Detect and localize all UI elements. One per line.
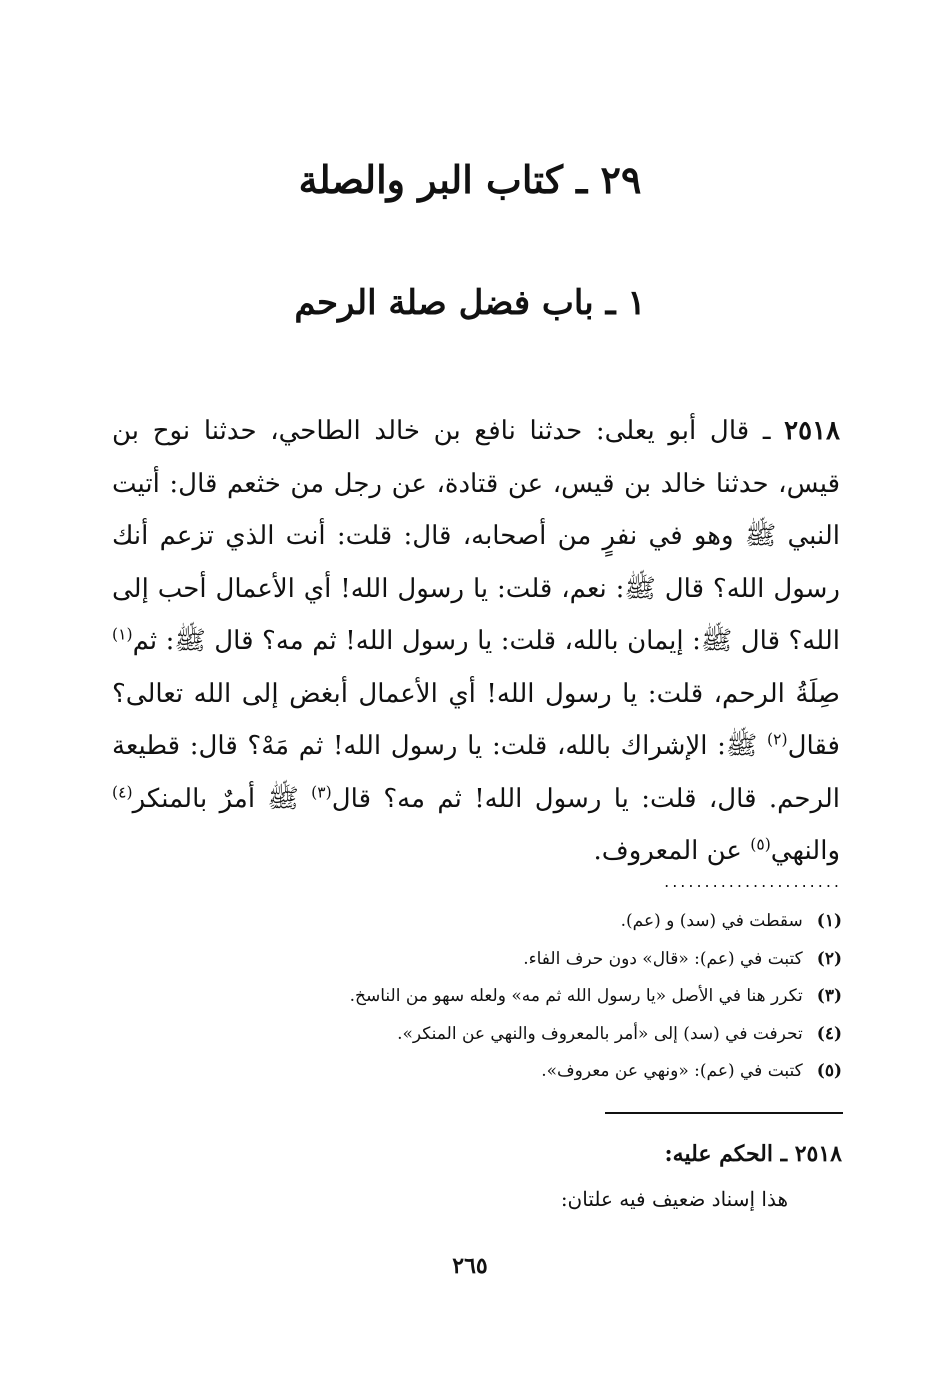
footnote-mark[interactable]: (٣) <box>311 782 332 801</box>
footnote-number: (٤) <box>816 1023 842 1044</box>
chapter-title: ١ ـ باب فضل صلة الرحم <box>294 283 646 323</box>
hadith-text <box>112 405 840 878</box>
footnote-separator-dots: ...................... <box>664 872 842 891</box>
footnote-mark[interactable]: (١) <box>112 625 133 644</box>
footnote-number: (٥) <box>816 1061 842 1081</box>
ruling-heading: ٢٥١٨ ـ الحكم عليه: <box>664 1141 842 1167</box>
hadith-segment: ـ قال أبو يعلى: حدثنا نافع بن خالد الطاحي، حدثنا نوح بن قيس، حدثنا خالد بن قيس، عن قتادة، عن رجل من خثعم قال: أتيت النبي ﷺ وهو في نفرٍ من أصحابه، قال: قلت: أنت الذي تزعم أنك رسول الله؟ قال ﷺ: نعم، قلت: يا رسول الله! أي الأعمال أحب إلى الله؟ قال ﷺ: إيمان بالله، قلت: يا رسول الله! ثم مه؟ قال ﷺ: ثم <box>112 416 840 656</box>
footnote-mark[interactable]: (٤) <box>112 782 133 801</box>
footnote-number: (١) <box>816 911 842 931</box>
hadith-segment: والنهي <box>770 836 840 866</box>
footnote-number: (٢) <box>816 948 842 969</box>
hadith-segment: صِلَةُ الرحم، قلت: يا رسول الله! أي الأعمال أبغض إلى الله تعالى؟ فقال <box>112 678 840 761</box>
section-divider <box>605 1112 843 1114</box>
footnote-text: تكرر هنا في الأصل «يا رسول الله ثم مه» ولعله سهو من الناسخ. <box>349 986 803 1006</box>
footnote-item <box>202 1053 842 1091</box>
footnote-mark[interactable]: (٢) <box>767 730 788 749</box>
book-title: ٢٩ ـ كتاب البر والصلة <box>298 157 642 202</box>
page-number: ٢٦٥ <box>452 1253 488 1279</box>
ruling-text: هذا إسناد ضعيف فيه علتان: <box>560 1187 788 1211</box>
hadith-segment: ﷺ أمرٌ بالمنكر <box>132 783 312 814</box>
hadith-segment: ﷺ: الإشراك بالله، قلت: يا رسول الله! ثم مَهْ؟ قال: قطيعة الرحم. قال، قلت: يا رسول الله! ثم مه؟ قال <box>112 731 840 814</box>
footnote-item <box>202 903 842 941</box>
footnote-text: كتبت في (عم): «ونهي عن معروف». <box>541 1061 803 1081</box>
footnote-item <box>202 978 842 1016</box>
hadith-segment: عن المعروف. <box>593 836 751 866</box>
hadith-number: ٢٥١٨ <box>784 416 840 446</box>
footnote-text: كتبت في (عم): «قال» دون حرف الفاء. <box>523 948 803 969</box>
footnotes-list <box>202 903 842 1091</box>
footnote-item <box>202 1016 842 1054</box>
footnote-number: (٣) <box>816 986 842 1006</box>
footnote-text: سقطت في (سد) و (عم). <box>620 911 803 931</box>
footnote-mark[interactable]: (٥) <box>750 835 771 854</box>
footnote-item <box>202 941 842 979</box>
footnote-text: تحرفت في (سد) إلى «أمر بالمعروف والنهي عن المنكر». <box>397 1023 803 1044</box>
